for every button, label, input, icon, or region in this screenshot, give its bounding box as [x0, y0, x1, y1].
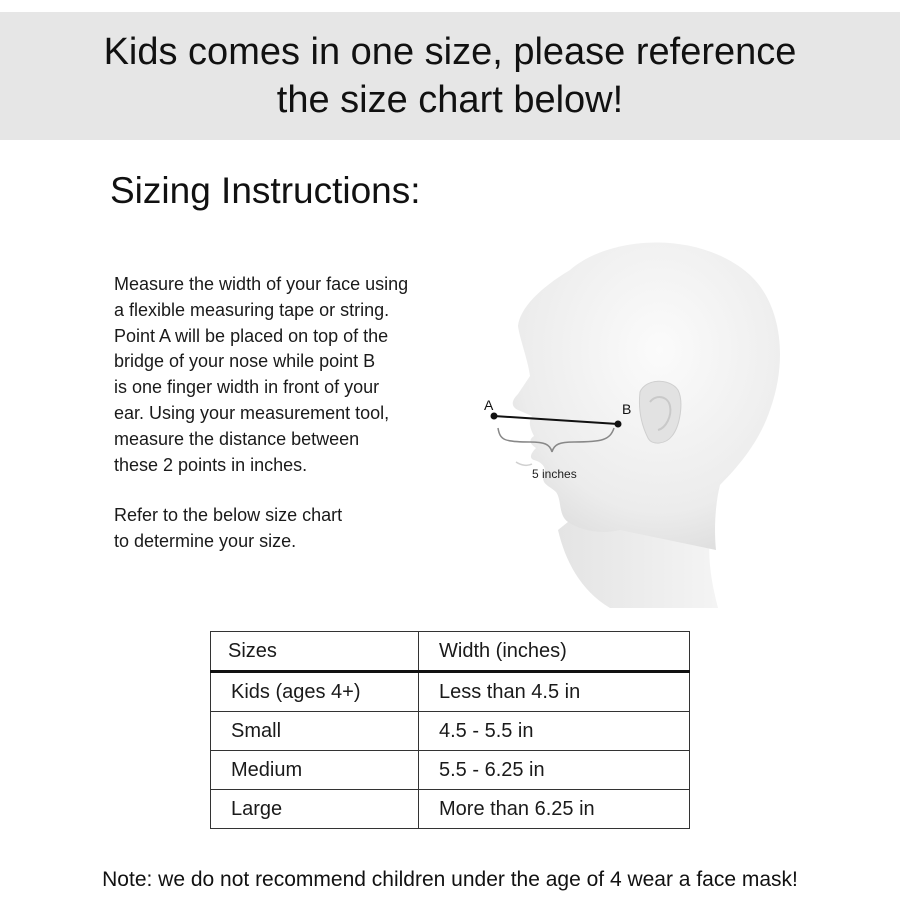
sizing-instructions — [114, 272, 474, 555]
header-sizes: Sizes — [211, 632, 419, 672]
table-row — [211, 790, 690, 829]
size-cell: Large — [211, 790, 419, 829]
size-chart-table — [210, 631, 690, 829]
table-row — [211, 672, 690, 712]
instructions-paragraph-2: Refer to the below size chart to determine your size. — [114, 505, 343, 552]
header-width: Width (inches) — [419, 632, 690, 672]
table-header-row — [211, 632, 690, 672]
banner-line-2: the size chart below! — [276, 79, 624, 121]
age-note: Note: we do not recommend children under the age of 4 wear a face mask! — [102, 868, 798, 891]
banner-line-1: Kids comes in one size, please reference — [103, 31, 797, 73]
measurement-label: 5 inches — [532, 467, 577, 481]
header-banner — [0, 12, 900, 140]
width-cell: 4.5 - 5.5 in — [419, 712, 690, 751]
point-a-label: A — [484, 397, 494, 413]
head-profile-icon — [470, 230, 790, 610]
point-b-label: B — [622, 401, 632, 417]
size-cell: Kids (ages 4+) — [211, 672, 419, 712]
size-cell: Small — [211, 712, 419, 751]
table-row — [211, 712, 690, 751]
size-cell: Medium — [211, 751, 419, 790]
banner-heading — [104, 28, 797, 124]
width-cell: More than 6.25 in — [419, 790, 690, 829]
width-cell: Less than 4.5 in — [419, 672, 690, 712]
section-title: Sizing Instructions: — [110, 170, 421, 211]
table-row — [211, 751, 690, 790]
instructions-paragraph-1: Measure the width of your face using a flexible measuring tape or string. Point A will be placed on top of the bridge of your nose while point B is one finger width in front of your ear. Using your measurement tool, measure the distance between these 2 points in inches. — [114, 274, 409, 475]
width-cell: 5.5 - 6.25 in — [419, 751, 690, 790]
